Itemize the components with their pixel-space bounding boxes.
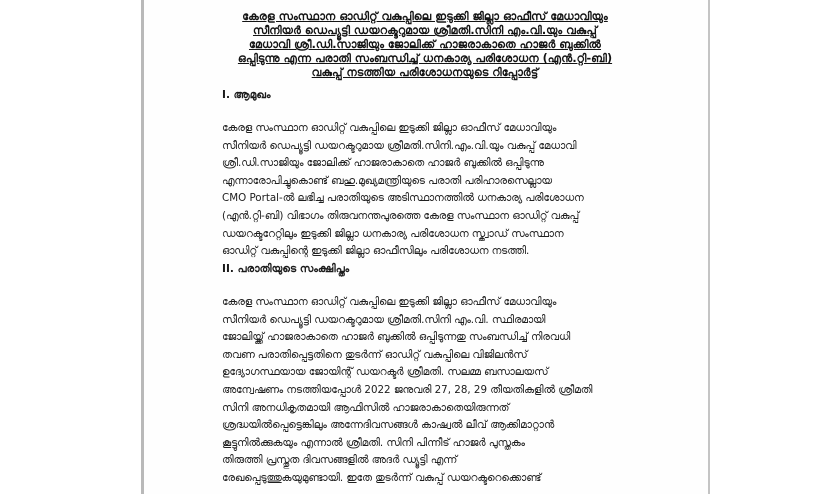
paragraph-line: അന്വേഷണം നടത്തിയപ്പോൾ 2022 ജനുവരി 27, 28, 29 തീയതികളിൽ ശ്രീമതി — [222, 383, 593, 396]
paragraph-line: സീനിയർ ഡെപ്യൂട്ടി ഡയറക്ടറുമായ ശ്രീമതി.സിനി.എം.വി.യും വകുപ്പ് മേധാവി — [222, 139, 577, 152]
paragraph-line: കേരള സംസ്ഥാന ഓഡിറ്റ് വകുപ്പിലെ ഇടുക്കി ജില്ലാ ഓഫീസ് മേധാവിയും — [222, 296, 557, 308]
complaint-summary-paragraph — [222, 294, 634, 488]
section-heading-complaint-summary: II. പരാതിയുടെ സംക്ഷിപ്തം — [222, 263, 350, 275]
page-right-edge — [708, 0, 710, 494]
paragraph-line: കേരള സംസ്ഥാന ഓഡിറ്റ് വകുപ്പിലെ ഇടുക്കി ജില്ലാ ഓഫീസ് മേധാവിയും — [222, 122, 557, 134]
paragraph-line: ശ്രീ.ഡി.സാജിയും ജോലിക്ക് ഹാജരാകാതെ ഹാജർ ബുക്കിൽ ഒപ്പിടുന്നു — [222, 157, 544, 170]
paragraph-line: തവണ പരാതിപ്പെട്ടതിനെ തുടർന്ന് ഓഡിറ്റ് വകുപ്പിലെ വിജിലൻസ് — [222, 348, 528, 361]
paragraph-line: എന്നാരോപിച്ചുകൊണ്ട് ബഹു.മുഖ്യമന്ത്രിയുടെ പരാതി പരിഹാരസെല്ലായ — [222, 174, 552, 187]
paragraph-line: സിനി അനധികൃതമായി ആഫിസിൽ ഹാജരാകാതെയിരുന്നത് — [222, 401, 510, 414]
paragraph-line: ഉദ്യോഗസ്ഥയായ ജോയിന്റ് ഡയറക്ടർ ശ്രീമതി. സലമ്മ ബസാലയസ് — [222, 366, 549, 379]
report-title — [220, 10, 630, 80]
paragraph-line: CMO Portal-ൽ ലഭിച്ച പരാതിയുടെ അടിസ്ഥാനത്തിൽ ധനകാര്യ പരിശോധന — [222, 192, 584, 205]
paragraph-line: ജോലിയ്ക്ക് ഹാജരാകാതെ ഹാജർ ബുക്കിൽ ഒപ്പിടുന്നതു സംബന്ധിച്ച് നിരവധി — [222, 331, 571, 344]
introduction-paragraph — [222, 120, 634, 261]
paragraph-line: തിരുത്തി പ്രസ്തുത ദിവസങ്ങളിൽ അദർ ഡ്യൂട്ടി എന്ന് — [222, 454, 458, 467]
title-line: മേധാവി ശ്രീ.ഡി.സാജിയും ജോലിക്ക് ഹാജരാകാതെ ഹാജർ ബുക്കിൽ — [248, 38, 602, 51]
title-line: വകുപ്പ് നടത്തിയ പരിശോധനയുടെ റിപ്പോർട്ട് — [311, 66, 539, 79]
title-line: ഒപ്പിടുന്നു എന്ന പരാതി സംബന്ധിച്ച് ധനകാര്യ പരിശോധന (എൻ.റ്റി-ബി) — [237, 52, 613, 65]
title-line: സീനിയർ ഡെപ്യൂട്ടി ഡയറക്ടറുമായ ശ്രീമതി.സിനി എം.വി.യും വകുപ്പ് — [252, 24, 597, 37]
paragraph-line: രേഖപ്പെടുത്തുകയുമുണ്ടായി. ഇതേ തുടർന്ന് വകുപ്പ് ഡയറക്ടറെക്കൊണ്ട് — [222, 471, 542, 484]
paragraph-line: കൂട്ടുനിൽക്കുകയും എന്നാൽ ശ്രീമതി. സിനി പിന്നീട് ഹാജർ പുസ്തകം — [222, 436, 525, 449]
paragraph-line: (എൻ.റ്റി-ബി) വിഭാഗം തിരുവനന്തപുരത്തെ കേരള സംസ്ഥാന ഓഡിറ്റ് വകുപ്പ് — [222, 209, 580, 222]
document-page — [144, 0, 708, 494]
paragraph-line: ശ്രദ്ധയിൽപ്പെട്ടെങ്കിലും അന്നേദിവസങ്ങൾ കാഷ്വൽ ലീവ് ആക്കിമാറ്റാൻ — [222, 419, 555, 432]
title-line: കേരള സംസ്ഥാന ഓഡിറ്റ് വകുപ്പിലെ ഇടുക്കി ജില്ലാ ഓഫീസ് മേധാവിയും — [242, 10, 608, 23]
paragraph-line: ഡയറക്ടറേറ്റിലും ഇടുക്കി ജില്ലാ ധനകാര്യ പരിശോധന സ്ക്വാഡ് സംസ്ഥാന — [222, 227, 564, 240]
paragraph-line: സീനിയർ ഡെപ്യൂട്ടി ഡയറക്ടറുമായ ശ്രീമതി.സിനി എം.വി. സ്ഥിരമായി — [222, 313, 546, 326]
section-heading-introduction: I. ആമുഖം — [222, 89, 271, 101]
paragraph-line: ഓഡിറ്റ് വകുപ്പിന്റെ ഇടുക്കി ജില്ലാ ഓഫീസിലും പരിശോധന നടത്തി. — [222, 245, 530, 258]
